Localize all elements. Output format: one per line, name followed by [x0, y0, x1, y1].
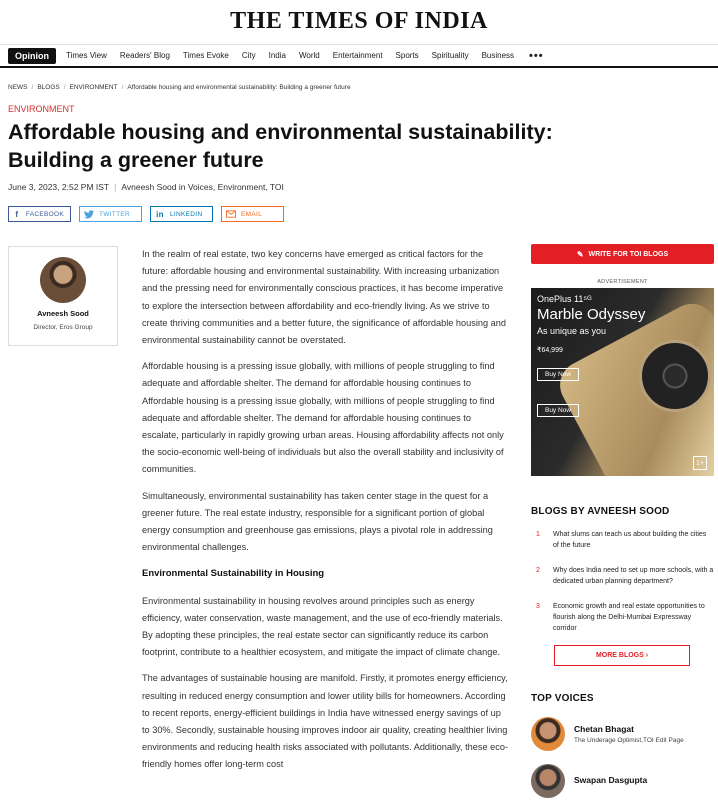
share-facebook-label: FACEBOOK [25, 210, 64, 218]
main-nav [0, 44, 718, 68]
nav-item-entertainment[interactable]: Entertainment [332, 51, 383, 60]
share-linkedin-label: LINKEDIN [170, 210, 203, 218]
voice-description: The Underage Optimist,TOI Edit Page [574, 737, 684, 744]
voice-name[interactable]: Swapan Dasgupta [574, 774, 648, 785]
share-linkedin-button[interactable] [150, 206, 213, 222]
blog-title[interactable]: Why does India need to set up more schools, with a dedicated urban planning department? [553, 567, 714, 585]
nav-opinion[interactable]: Opinion [8, 48, 56, 64]
voice-name[interactable]: Chetan Bhagat [574, 724, 634, 734]
nav-item-business[interactable]: Business [481, 51, 515, 60]
voice-item[interactable] [531, 717, 714, 751]
share-twitter-button[interactable] [79, 206, 142, 222]
author-avatar[interactable] [40, 257, 86, 303]
nav-item-sports[interactable]: Sports [395, 51, 419, 60]
nav-item-world[interactable]: World [298, 51, 320, 60]
more-blogs-button[interactable]: MORE BLOGS › [554, 645, 690, 666]
share-email-button[interactable] [221, 206, 284, 222]
ad-buy-now-button[interactable]: Buy Now [537, 368, 579, 381]
breadcrumb-news[interactable]: NEWS [8, 84, 28, 91]
pen-icon: ✎ [576, 249, 584, 259]
site-logo[interactable]: THE TIMES OF INDIA [230, 7, 488, 34]
article-headline: Affordable housing and environmental sustainability: Building a greener future [8, 120, 553, 172]
article-subheading: Environmental Sustainability in Housing [142, 568, 325, 580]
blog-number: 2 [536, 567, 540, 574]
breadcrumb-current: Affordable housing and environmental sustainability: Building a greener future [127, 84, 351, 91]
blogs-by-author-heading: BLOGS BY AVNEESH SOOD [531, 506, 670, 517]
article-paragraph: Affordable housing is a pressing issue globally, with millions of people struggling to find adequate and affordable shelter. The demand for affordable housing continues to Affordable housing is a pressing issue globally, with millions of people struggling to find adequate and affordable shelter. The demand for affordable housing continues to escalate, particularly in rapidly growing urban areas. Housing affordability affects not only the socio-economic well-being of individuals but also the overall stability and inclusivity of communities. [142, 361, 504, 475]
breadcrumb-separator: / [121, 84, 124, 91]
ad-tagline: As unique as you [537, 326, 607, 336]
ad-price: ₹64,999 [537, 347, 563, 354]
nav-item-readers-blog[interactable]: Readers' Blog [119, 51, 170, 60]
nav-item-india[interactable]: India [268, 51, 286, 60]
blog-number: 1 [536, 531, 540, 538]
advertisement-banner[interactable] [531, 288, 714, 476]
blog-title[interactable]: What slums can teach us about building the cities of the future [553, 531, 707, 549]
byline-divider: | [114, 182, 117, 192]
share-email-label: EMAIL [241, 210, 263, 218]
article-date: June 3, 2023, 2:52 PM IST [8, 182, 110, 192]
twitter-icon [84, 209, 94, 219]
voice-item[interactable] [531, 764, 714, 798]
article-paragraph: Simultaneously, environmental sustainability has taken center stage in the quest for a greener future. The real estate industry, responsible for a significant portion of global energy consumption and greenhouse gas emissions, plays a pivotal role in addressing environmental challenges. [142, 490, 493, 553]
write-for-toi-button[interactable] [531, 244, 714, 264]
article-byline [8, 182, 284, 192]
breadcrumb [8, 84, 351, 91]
nav-item-times-view[interactable]: Times View [66, 51, 107, 60]
top-voices-heading: TOP VOICES [531, 693, 594, 704]
share-twitter-label: TWITTER [99, 210, 130, 218]
breadcrumb-separator: / [31, 84, 34, 91]
nav-item-spirituality[interactable]: Spirituality [431, 51, 469, 60]
section-tag[interactable]: ENVIRONMENT [8, 104, 75, 114]
voice-avatar[interactable] [531, 717, 565, 751]
breadcrumb-blogs[interactable]: BLOGS [37, 84, 60, 91]
article-paragraph: Environmental sustainability in housing revolves around principles such as energy efficiency, water conservation, waste management, and the use of eco-friendly materials. By adopting these principles, the real estate sector can significantly reduce its carbon footprint, contribute to a healthier ecosystem, and mitigate the impact of climate change. [142, 595, 503, 658]
blog-list-item[interactable] [531, 601, 714, 634]
share-facebook-button[interactable] [8, 206, 71, 222]
ad-model: Marble Odyssey [537, 306, 646, 323]
breadcrumb-environment[interactable]: ENVIRONMENT [69, 84, 118, 91]
write-for-toi-label: WRITE FOR TOI BLOGS [588, 250, 669, 258]
article-author-line[interactable]: Avneesh Sood in Voices, Environment, TOI [121, 182, 284, 192]
more-menu-icon[interactable]: ••• [529, 49, 544, 62]
nav-item-city[interactable]: City [241, 51, 256, 60]
author-role: Director, Eros Group [33, 324, 93, 331]
blog-list-item[interactable] [531, 565, 714, 587]
author-card[interactable] [8, 246, 118, 346]
facebook-icon: f [15, 209, 19, 219]
article-paragraph: In the realm of real estate, two key concerns have emerged as critical factors for the future: affordable housing and environmental sustainability. With increasing urbanization and the pressing need for environmentally conscious practices, it has become imperative to explore the intersection between affordability and eco-friendly living. As we strive to create thriving communities and a better future, the significance of affordable housing and environmental sustainability cannot be overstated. [142, 249, 506, 346]
author-blog-list [531, 529, 714, 634]
email-icon [226, 209, 236, 219]
linkedin-icon: in [156, 209, 164, 219]
ad-brand: OnePlus 11⁵ᴳ [537, 294, 592, 304]
ad-label: ADVERTISEMENT [597, 279, 648, 285]
ad-camera-image [639, 340, 711, 412]
blog-number: 3 [536, 603, 540, 610]
masthead [0, 0, 718, 42]
blog-list-item[interactable] [531, 529, 714, 551]
share-bar [8, 206, 292, 222]
voice-avatar[interactable] [531, 764, 565, 798]
author-name[interactable]: Avneesh Sood [37, 309, 89, 318]
blog-title[interactable]: Economic growth and real estate opportunities to flourish along the Delhi-Mumbai Expressway corridor [553, 603, 705, 632]
sidebar [531, 244, 714, 798]
article-body [142, 246, 510, 783]
nav-item-times-evoke[interactable]: Times Evoke [182, 51, 229, 60]
ad-buy-now-button-2[interactable]: Buy Now [537, 404, 579, 417]
article-paragraph: The advantages of sustainable housing are manifold. Firstly, it promotes energy efficiency, resulting in reduced energy consumption and lower utility bills for homeowners. According to recent reports, energy-efficient buildings in India have witnessed energy savings of up to 30%. Secondly, sustainable housing improves indoor air quality, creating healthier living environments and reducing health risks associated with pollutants. Additionally, these eco-friendly homes offer long-term cost [142, 673, 509, 770]
oneplus-logo-icon: 1+ [693, 456, 707, 470]
breadcrumb-separator: / [63, 84, 66, 91]
